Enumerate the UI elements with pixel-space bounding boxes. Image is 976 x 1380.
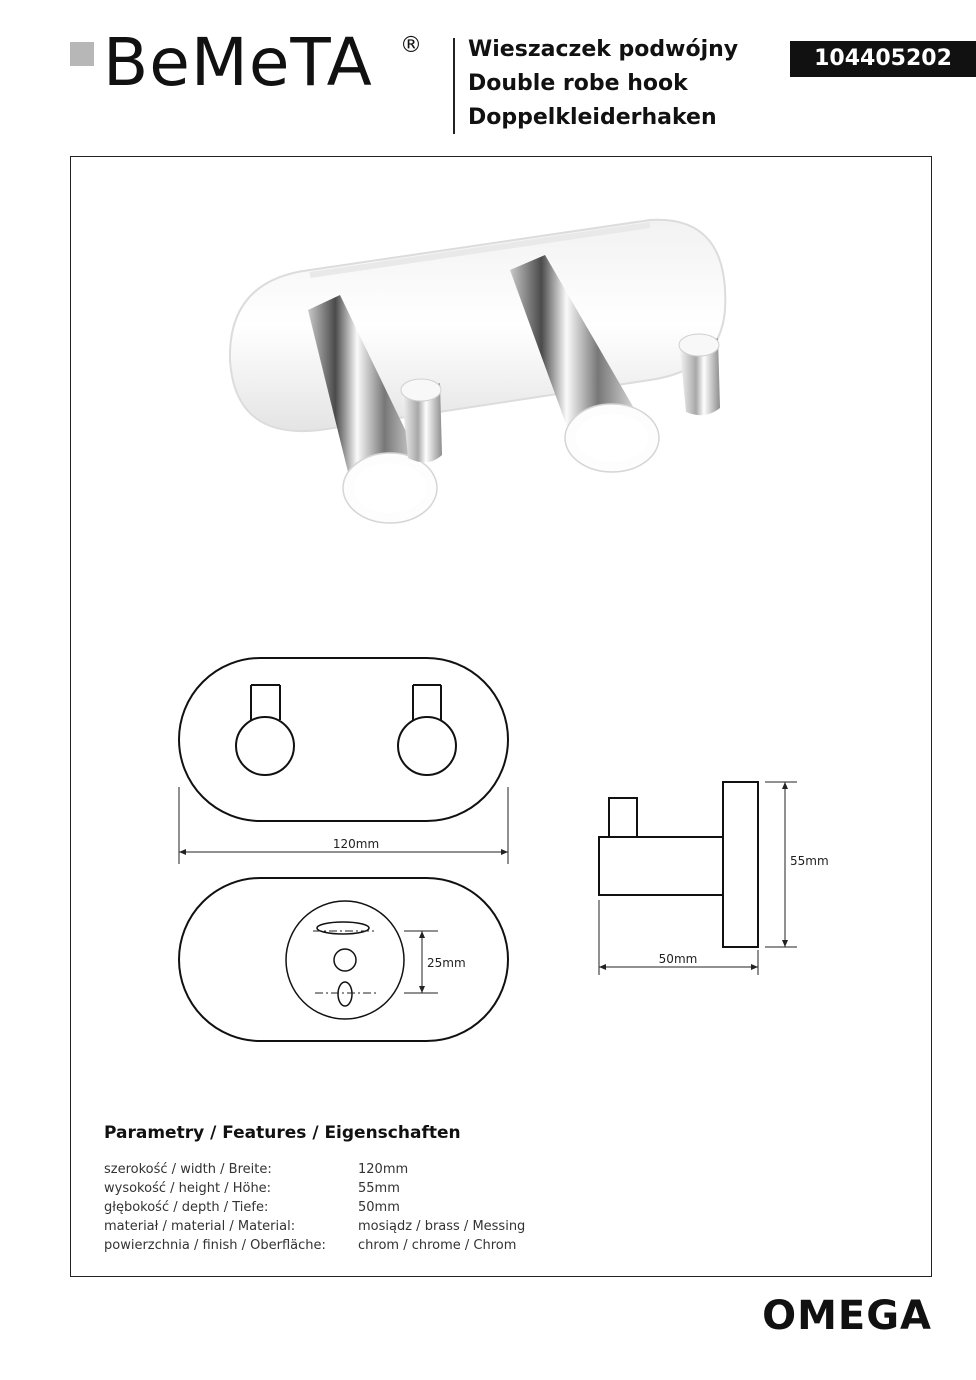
brand-logo: BeMeTA bbox=[103, 24, 373, 101]
title-english: Double robe hook bbox=[468, 71, 688, 96]
spec-value: mosiądz / brass / Messing bbox=[358, 1219, 526, 1234]
side-view bbox=[599, 782, 758, 947]
title-polish: Wieszaczek podwójny bbox=[468, 37, 739, 62]
spec-value: chrom / chrome / Chrom bbox=[358, 1238, 517, 1253]
front-view bbox=[179, 658, 508, 821]
width-dimension bbox=[179, 787, 508, 864]
spec-value: 55mm bbox=[358, 1181, 400, 1196]
spec-label: wysokość / height / Höhe: bbox=[104, 1181, 272, 1196]
spec-value: 120mm bbox=[358, 1162, 409, 1177]
mount-label: 25mm bbox=[427, 956, 466, 970]
title-german: Doppelkleiderhaken bbox=[468, 105, 717, 130]
depth-label: 50mm bbox=[658, 952, 698, 966]
features-heading: Parametry / Features / Eigenschaften bbox=[104, 1123, 461, 1143]
back-centerlines bbox=[313, 931, 378, 993]
spec-label: głębokość / depth / Tiefe: bbox=[104, 1200, 269, 1215]
spec-label: materiał / material / Material: bbox=[104, 1219, 296, 1234]
series-name: OMEGA bbox=[762, 1293, 932, 1339]
spec-label: szerokość / width / Breite: bbox=[104, 1162, 272, 1177]
height-label: 55mm bbox=[790, 854, 829, 868]
spec-label: powierzchnia / finish / Oberfläche: bbox=[104, 1238, 326, 1253]
spec-value: 50mm bbox=[358, 1200, 400, 1215]
width-label: 120mm bbox=[332, 837, 380, 851]
registered-mark: ® bbox=[400, 33, 422, 58]
product-code: 104405202 bbox=[790, 41, 976, 77]
